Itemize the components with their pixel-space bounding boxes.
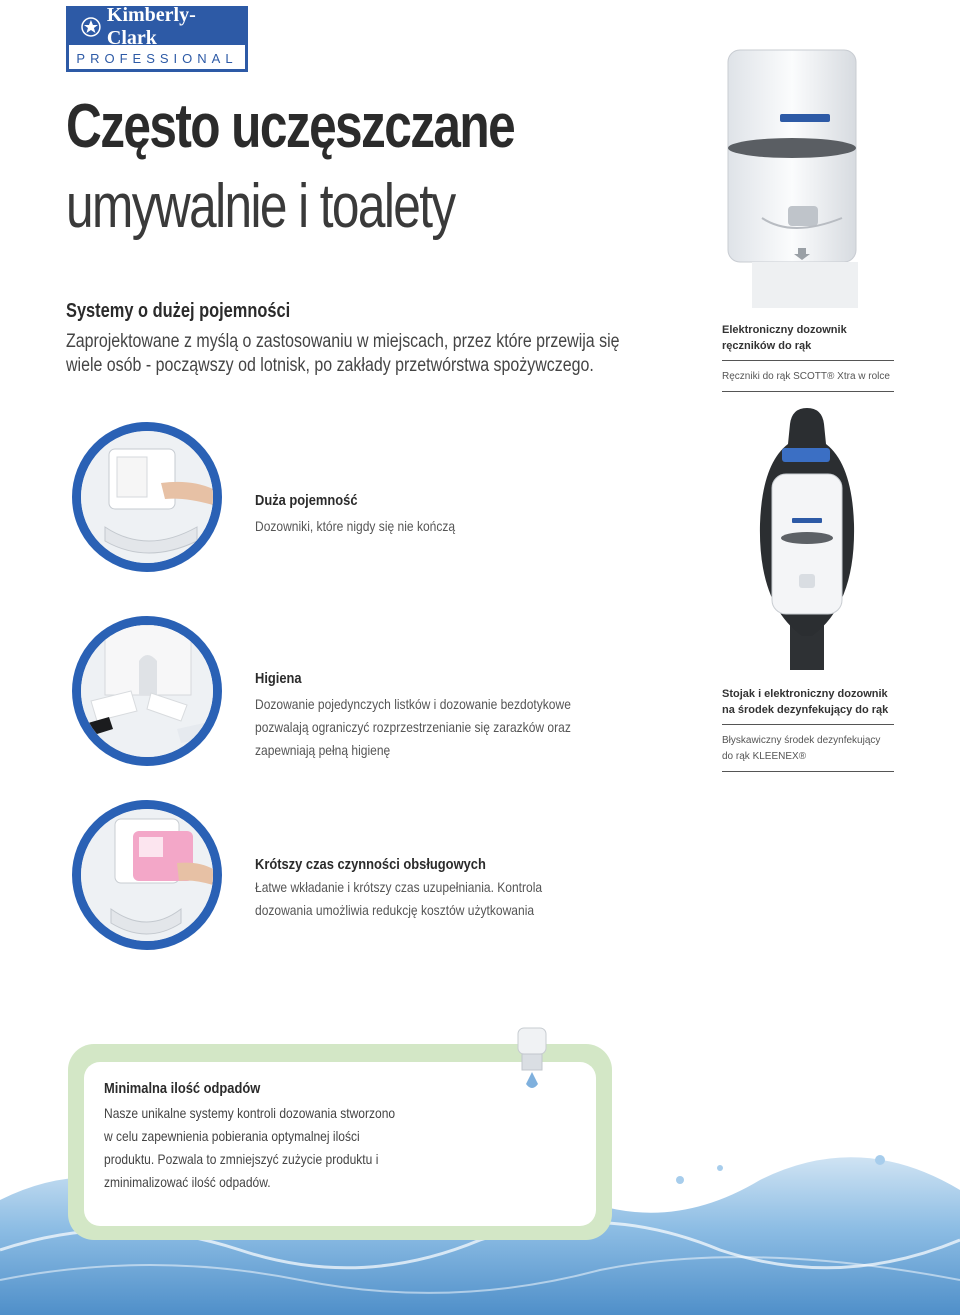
waste-text: Nasze unikalne systemy kontroli dozowania stworzono w celu zapewnienia pobierania optymalnej ilości produktu. Pozwala to zmniejszyć zużycie produktu i zminimalizować ilość odpadów. bbox=[104, 1105, 396, 1190]
dispenser-open-image bbox=[81, 431, 213, 563]
feature-image-capacity bbox=[72, 422, 222, 572]
product-item: Ręczniki do rąk SCOTT® Xtra w rolce bbox=[722, 361, 894, 392]
sanitizer-stand-image bbox=[752, 404, 862, 670]
product-name: Elektroniczny dozownik ręczników do rąk bbox=[722, 322, 894, 361]
feature-heading: Krótszy czas czynności obsługowych bbox=[255, 856, 486, 873]
page-title: Często uczęszczane bbox=[66, 92, 515, 161]
drop-dispenser-icon bbox=[512, 1026, 552, 1094]
brand-division: PROFESSIONAL bbox=[76, 50, 238, 66]
brand-name: Kimberly-Clark bbox=[106, 4, 196, 49]
towel-dispenser-image bbox=[722, 48, 862, 308]
feature-image-service bbox=[72, 800, 222, 950]
hands-towel-image bbox=[81, 625, 213, 757]
intro-heading: Systemy o dużej pojemności bbox=[66, 300, 291, 322]
product-name: Stojak i elektroniczny dozownik na środek dezynfekujący do rąk bbox=[722, 686, 894, 725]
product-caption-sanitizer bbox=[722, 686, 894, 772]
feature-heading: Duża pojemność bbox=[255, 492, 358, 509]
page-subtitle: umywalnie i toalety bbox=[66, 172, 455, 241]
kimberly-clark-logo bbox=[66, 6, 248, 72]
feature-image-hygiene bbox=[72, 616, 222, 766]
feature-text: Łatwe wkładanie i krótszy czas uzupełniania. Kontrola dozowania umożliwia redukcję kosztów użytkowania bbox=[255, 879, 543, 918]
product-caption-towel bbox=[722, 322, 894, 392]
feature-text: Dozowniki, które nigdy się nie kończą bbox=[255, 518, 456, 534]
refill-cartridge-image bbox=[81, 809, 213, 941]
product-item: Błyskawiczny środek dezynfekujący do rąk KLEENEX® bbox=[722, 725, 894, 772]
feature-text: Dozowanie pojedynczych listków i dozowanie bezdotykowe pozwalają ograniczyć rozprzestrzenianie się zarazków oraz zapewniają pełną higienę bbox=[255, 696, 571, 758]
kimberly-clark-logo-icon bbox=[81, 17, 101, 37]
feature-heading: Higiena bbox=[255, 670, 302, 687]
waste-heading: Minimalna ilość odpadów bbox=[104, 1080, 261, 1097]
intro-text: Zaprojektowane z myślą o zastosowaniu w miejscach, przez które przewija się wiele osób - począwszy od lotnisk, po zakłady przetwórstwa spożywczego. bbox=[66, 331, 620, 376]
